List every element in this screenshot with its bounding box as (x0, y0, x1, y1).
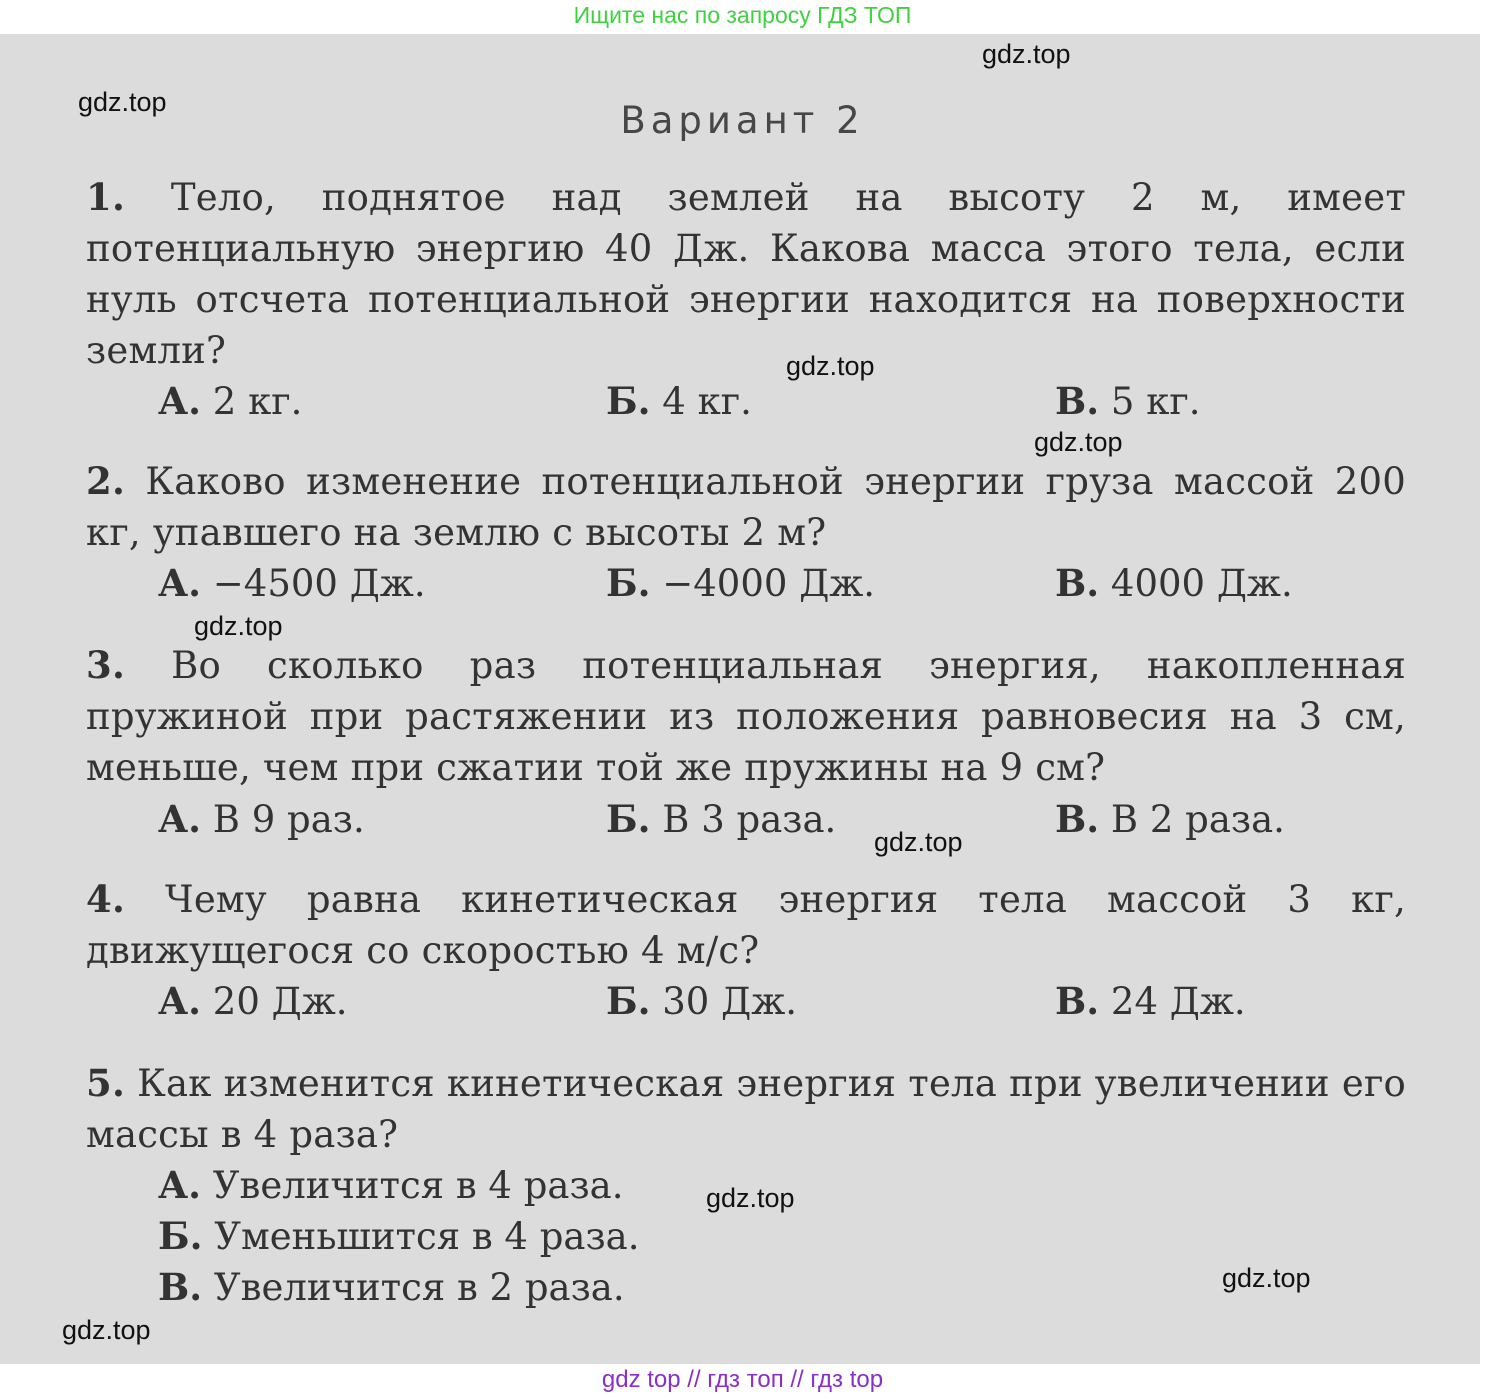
option-letter: Б. (158, 1214, 203, 1258)
top-banner: Ищите нас по запросу ГДЗ ТОП (573, 2, 912, 28)
option-4b (606, 976, 797, 1027)
option-letter: А. (158, 1163, 202, 1207)
question-text: Тело, поднятое над землей на высоту 2 м, имеет потенциальную энергию 40 Дж. Какова масса этого тела, если нуль отсчета потенциальной энергии находится на поверхности земли? (86, 176, 1406, 372)
question-number: 5. (86, 1061, 126, 1105)
watermark: gdz.top (1222, 1263, 1311, 1293)
watermark: gdz.top (194, 611, 283, 641)
watermark: gdz.top (78, 87, 167, 117)
watermark: gdz.top (786, 351, 875, 381)
option-text: В 3 раза. (662, 798, 837, 841)
option-3c (1055, 794, 1285, 845)
question-1 (86, 172, 1406, 376)
option-text: Увеличится в 4 раза. (212, 1164, 624, 1207)
option-text: −4500 Дж. (212, 562, 426, 605)
option-letter: В. (1055, 561, 1100, 605)
watermark: gdz.top (706, 1183, 795, 1213)
option-letter: В. (1055, 379, 1100, 423)
option-text: Увеличится в 2 раза. (213, 1266, 625, 1309)
option-letter: Б. (606, 561, 651, 605)
option-5c (158, 1262, 625, 1313)
option-letter: А. (158, 979, 202, 1023)
question-2 (86, 456, 1406, 558)
option-2b (606, 558, 875, 609)
question-text: Каково изменение потенциальной энергии груза массой 200 кг, упавшего на землю с высоты 2 м? (86, 460, 1406, 554)
option-2c (1055, 558, 1293, 609)
question-text: Чему равна кинетическая энергия тела массой 3 кг, движущегося со скоростью 4 м/с? (86, 878, 1406, 972)
question-number: 3. (86, 643, 126, 687)
option-letter: В. (1055, 979, 1100, 1023)
option-letter: А. (158, 379, 202, 423)
option-text: В 2 раза. (1110, 798, 1285, 841)
option-text: 30 Дж. (662, 980, 797, 1023)
option-5a (158, 1160, 623, 1211)
option-1b (606, 376, 752, 427)
question-4 (86, 874, 1406, 976)
option-text: 20 Дж. (212, 980, 348, 1023)
option-letter: А. (158, 561, 202, 605)
watermark: gdz.top (982, 39, 1071, 69)
option-1c (1055, 376, 1201, 427)
option-text: Уменьшится в 4 раза. (214, 1215, 640, 1258)
option-text: 5 кг. (1110, 380, 1201, 423)
question-number: 4. (86, 877, 126, 921)
option-4c (1055, 976, 1246, 1027)
option-5b (158, 1211, 639, 1262)
watermark: gdz.top (874, 827, 963, 857)
option-3a (158, 794, 365, 845)
option-text: В 9 раз. (212, 798, 365, 841)
option-1a (158, 376, 302, 427)
watermark: gdz.top (62, 1315, 151, 1345)
question-3 (86, 640, 1406, 793)
question-number: 1. (86, 175, 126, 219)
question-5 (86, 1058, 1406, 1160)
option-2a (158, 558, 426, 609)
option-letter: Б. (606, 379, 651, 423)
option-3b (606, 794, 836, 845)
option-text: −4000 Дж. (662, 562, 876, 605)
page-title: Вариант 2 (620, 99, 865, 142)
option-text: 24 Дж. (1110, 980, 1246, 1023)
option-letter: В. (1055, 797, 1100, 841)
watermark: gdz.top (1034, 427, 1123, 457)
question-number: 2. (86, 459, 126, 503)
bottom-banner: gdz top // гдз топ // гдз top (601, 1366, 884, 1393)
option-text: 4000 Дж. (1110, 562, 1293, 605)
option-text: 2 кг. (212, 380, 303, 423)
option-text: 4 кг. (662, 380, 752, 423)
question-text: Как изменится кинетическая энергия тела при увеличении его массы в 4 раза? (86, 1062, 1407, 1156)
question-text: Во сколько раз потенциальная энергия, накопленная пружиной при растяжении из положения равновесия на 3 см, меньше, чем при сжатии той же пружины на 9 см? (86, 644, 1407, 789)
option-letter: В. (158, 1265, 203, 1309)
option-letter: Б. (606, 979, 651, 1023)
option-letter: Б. (606, 797, 651, 841)
option-letter: А. (158, 797, 202, 841)
option-4a (158, 976, 348, 1027)
